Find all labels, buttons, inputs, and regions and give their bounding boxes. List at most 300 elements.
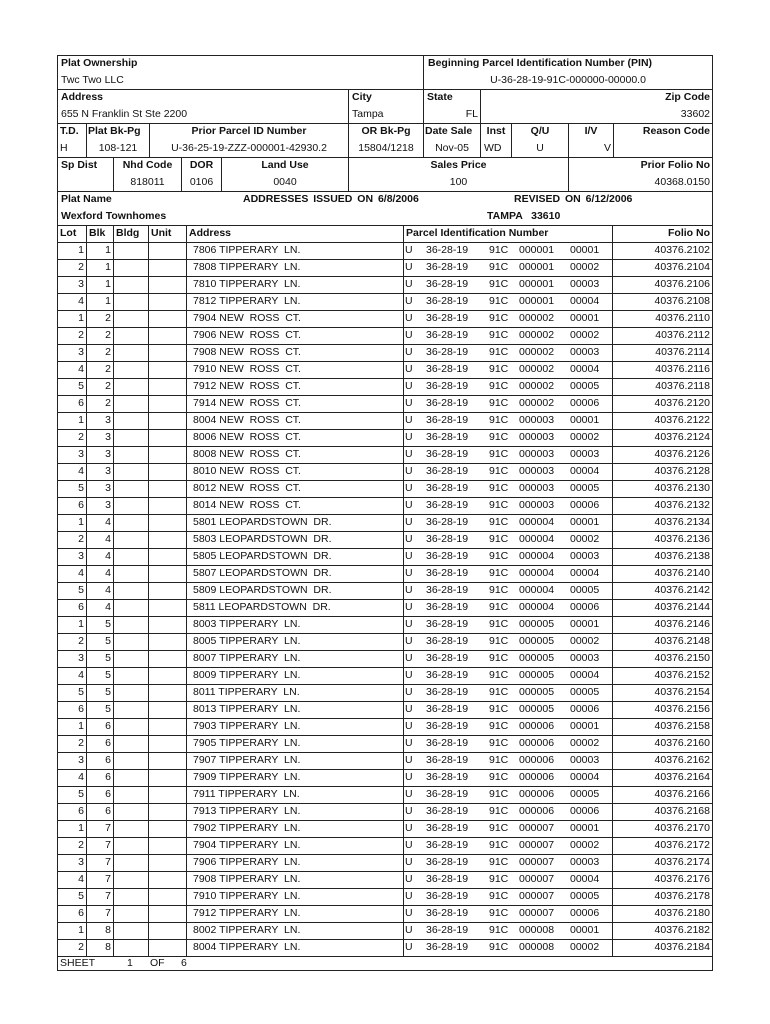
lot-cell: 6 bbox=[78, 397, 84, 409]
unit-cell bbox=[148, 378, 184, 395]
address-cell: 7907 TIPPERARY LN. bbox=[193, 754, 301, 766]
pin-block-cell: 000005 bbox=[519, 669, 555, 681]
lot-cell: 6 bbox=[78, 703, 84, 715]
reason-code-value bbox=[614, 140, 710, 157]
unit-cell bbox=[148, 480, 184, 497]
folio-cell: 40376.2148 bbox=[654, 635, 710, 647]
or-bkpg-label: OR Bk-Pg bbox=[361, 125, 411, 137]
pin-str-cell: 36-28-19 bbox=[426, 295, 469, 307]
folio-cell: 40376.2154 bbox=[654, 686, 710, 698]
blk-cell: 5 bbox=[105, 669, 111, 681]
bldg-cell bbox=[113, 854, 146, 871]
beginning-pin-value: U-36-28-19-91C-000000-00000.0 bbox=[490, 74, 646, 86]
bldg-cell bbox=[113, 633, 146, 650]
pin-sub-cell: 91C bbox=[489, 890, 509, 902]
column-header-unit: Unit bbox=[151, 227, 172, 239]
pin-str-cell: 36-28-19 bbox=[426, 397, 469, 409]
pin-sub-cell: 91C bbox=[489, 856, 509, 868]
column-header-bldg: Bldg bbox=[116, 227, 140, 239]
bldg-cell bbox=[113, 565, 146, 582]
plat-name-value: Wexford Townhomes bbox=[61, 210, 167, 222]
address-cell: 7908 TIPPERARY LN. bbox=[193, 873, 301, 885]
pin-block-cell: 000002 bbox=[519, 346, 555, 358]
bldg-cell bbox=[113, 463, 146, 480]
nhd-code-label: Nhd Code bbox=[122, 159, 173, 171]
pin-prefix-cell: U bbox=[405, 278, 413, 290]
bldg-cell bbox=[113, 582, 146, 599]
bldg-cell bbox=[113, 650, 146, 667]
pin-block-cell: 000004 bbox=[519, 584, 555, 596]
address-cell: 5811 LEOPARDSTOWN DR. bbox=[193, 601, 331, 613]
plat-name-label: Plat Name bbox=[61, 193, 112, 205]
pin-prefix-cell: U bbox=[405, 414, 413, 426]
lot-cell: 3 bbox=[78, 278, 84, 290]
pin-lot-cell: 00003 bbox=[570, 278, 600, 290]
address-cell: 7909 TIPPERARY LN. bbox=[193, 771, 301, 783]
unit-cell bbox=[148, 565, 184, 582]
pin-block-cell: 000006 bbox=[519, 754, 555, 766]
bldg-cell bbox=[113, 752, 146, 769]
pin-prefix-cell: U bbox=[405, 686, 413, 698]
pin-prefix-cell: U bbox=[405, 601, 413, 613]
pin-lot-cell: 00006 bbox=[570, 703, 600, 715]
blk-cell: 7 bbox=[105, 873, 111, 885]
qu-value: U bbox=[536, 142, 544, 154]
pin-block-cell: 000006 bbox=[519, 805, 555, 817]
folio-cell: 40376.2144 bbox=[654, 601, 710, 613]
bldg-cell bbox=[113, 514, 146, 531]
bldg-cell bbox=[113, 820, 146, 837]
bldg-cell bbox=[113, 616, 146, 633]
blk-cell: 2 bbox=[105, 397, 111, 409]
pin-str-cell: 36-28-19 bbox=[426, 924, 469, 936]
pin-sub-cell: 91C bbox=[489, 941, 509, 953]
pin-prefix-cell: U bbox=[405, 516, 413, 528]
blk-cell: 6 bbox=[105, 754, 111, 766]
pin-block-cell: 000007 bbox=[519, 907, 555, 919]
pin-sub-cell: 91C bbox=[489, 873, 509, 885]
lot-cell: 1 bbox=[78, 618, 84, 630]
pin-str-cell: 36-28-19 bbox=[426, 516, 469, 528]
pin-prefix-cell: U bbox=[405, 856, 413, 868]
pin-sub-cell: 91C bbox=[489, 482, 509, 494]
pin-str-cell: 36-28-19 bbox=[426, 754, 469, 766]
revised-text: REVISED ON 6/12/2006 bbox=[514, 193, 633, 205]
unit-cell bbox=[148, 701, 184, 718]
lot-cell: 2 bbox=[78, 533, 84, 545]
lot-cell: 6 bbox=[78, 499, 84, 511]
bldg-cell bbox=[113, 446, 146, 463]
folio-cell: 40376.2168 bbox=[654, 805, 710, 817]
pin-prefix-cell: U bbox=[405, 380, 413, 392]
pin-block-cell: 000007 bbox=[519, 856, 555, 868]
blk-cell: 7 bbox=[105, 856, 111, 868]
folio-cell: 40376.2142 bbox=[654, 584, 710, 596]
pin-lot-cell: 00005 bbox=[570, 686, 600, 698]
pin-sub-cell: 91C bbox=[489, 737, 509, 749]
qu-label: Q/U bbox=[530, 125, 550, 137]
lot-cell: 5 bbox=[78, 890, 84, 902]
pin-sub-cell: 91C bbox=[489, 346, 509, 358]
pin-str-cell: 36-28-19 bbox=[426, 601, 469, 613]
pin-prefix-cell: U bbox=[405, 788, 413, 800]
folio-cell: 40376.2176 bbox=[654, 873, 710, 885]
pin-sub-cell: 91C bbox=[489, 550, 509, 562]
pin-sub-cell: 91C bbox=[489, 839, 509, 851]
unit-cell bbox=[148, 871, 184, 888]
unit-cell bbox=[148, 616, 184, 633]
pin-str-cell: 36-28-19 bbox=[426, 907, 469, 919]
pin-sub-cell: 91C bbox=[489, 295, 509, 307]
bldg-cell bbox=[113, 429, 146, 446]
address-cell: 8004 NEW ROSS CT. bbox=[193, 414, 301, 426]
lot-cell: 2 bbox=[78, 431, 84, 443]
pin-lot-cell: 00002 bbox=[570, 533, 600, 545]
pin-sub-cell: 91C bbox=[489, 703, 509, 715]
bldg-cell bbox=[113, 242, 146, 259]
pin-str-cell: 36-28-19 bbox=[426, 261, 469, 273]
pin-lot-cell: 00002 bbox=[570, 635, 600, 647]
unit-cell bbox=[148, 497, 184, 514]
address-cell: 8012 NEW ROSS CT. bbox=[193, 482, 301, 494]
pin-sub-cell: 91C bbox=[489, 805, 509, 817]
address-label: Address bbox=[61, 91, 104, 103]
pin-block-cell: 000003 bbox=[519, 499, 555, 511]
pin-lot-cell: 00004 bbox=[570, 771, 600, 783]
blk-cell: 4 bbox=[105, 601, 111, 613]
lot-cell: 1 bbox=[78, 312, 84, 324]
pin-str-cell: 36-28-19 bbox=[426, 380, 469, 392]
bldg-cell bbox=[113, 361, 146, 378]
blk-cell: 5 bbox=[105, 652, 111, 664]
lot-cell: 6 bbox=[78, 907, 84, 919]
bldg-cell bbox=[113, 837, 146, 854]
blk-cell: 6 bbox=[105, 720, 111, 732]
iv-label: I/V bbox=[584, 125, 598, 137]
pin-lot-cell: 00003 bbox=[570, 856, 600, 868]
address-cell: 7808 TIPPERARY LN. bbox=[193, 261, 301, 273]
pin-prefix-cell: U bbox=[405, 669, 413, 681]
pin-prefix-cell: U bbox=[405, 754, 413, 766]
pin-str-cell: 36-28-19 bbox=[426, 703, 469, 715]
blk-cell: 6 bbox=[105, 805, 111, 817]
pin-block-cell: 000003 bbox=[519, 448, 555, 460]
pin-block-cell: 000004 bbox=[519, 567, 555, 579]
lot-cell: 1 bbox=[78, 720, 84, 732]
pin-block-cell: 000003 bbox=[519, 431, 555, 443]
blk-cell: 1 bbox=[105, 261, 111, 273]
pin-lot-cell: 00004 bbox=[570, 669, 600, 681]
blk-cell: 4 bbox=[105, 516, 111, 528]
pin-sub-cell: 91C bbox=[489, 822, 509, 834]
folio-cell: 40376.2140 bbox=[654, 567, 710, 579]
pin-prefix-cell: U bbox=[405, 346, 413, 358]
of-label: OF bbox=[150, 957, 165, 969]
lot-cell: 6 bbox=[78, 601, 84, 613]
reason-code-label: Reason Code bbox=[642, 125, 710, 137]
folio-cell: 40376.2174 bbox=[654, 856, 710, 868]
pin-lot-cell: 00004 bbox=[570, 295, 600, 307]
folio-cell: 40376.2132 bbox=[654, 499, 710, 511]
bldg-cell bbox=[113, 684, 146, 701]
bldg-cell bbox=[113, 344, 146, 361]
folio-cell: 40376.2134 bbox=[654, 516, 710, 528]
lot-cell: 4 bbox=[78, 669, 84, 681]
pin-block-cell: 000001 bbox=[519, 295, 555, 307]
folio-cell: 40376.2170 bbox=[654, 822, 710, 834]
unit-cell bbox=[148, 327, 184, 344]
address-cell: 7906 TIPPERARY LN. bbox=[193, 856, 301, 868]
pin-lot-cell: 00006 bbox=[570, 601, 600, 613]
address-cell: 8002 TIPPERARY LN. bbox=[193, 924, 301, 936]
pin-sub-cell: 91C bbox=[489, 448, 509, 460]
bldg-cell bbox=[113, 922, 146, 939]
pin-lot-cell: 00001 bbox=[570, 244, 600, 256]
lot-cell: 3 bbox=[78, 346, 84, 358]
column-divider bbox=[186, 225, 187, 956]
pin-lot-cell: 00003 bbox=[570, 346, 600, 358]
pin-block-cell: 000004 bbox=[519, 516, 555, 528]
bldg-cell bbox=[113, 905, 146, 922]
pin-lot-cell: 00003 bbox=[570, 448, 600, 460]
pin-prefix-cell: U bbox=[405, 312, 413, 324]
pin-lot-cell: 00002 bbox=[570, 737, 600, 749]
unit-cell bbox=[148, 242, 184, 259]
address-cell: 7903 TIPPERARY LN. bbox=[193, 720, 301, 732]
pin-block-cell: 000005 bbox=[519, 686, 555, 698]
folio-cell: 40376.2158 bbox=[654, 720, 710, 732]
lot-cell: 6 bbox=[78, 805, 84, 817]
city-zip-text: TAMPA 33610 bbox=[487, 210, 561, 222]
pin-str-cell: 36-28-19 bbox=[426, 720, 469, 732]
pin-prefix-cell: U bbox=[405, 448, 413, 460]
address-cell: 7904 NEW ROSS CT. bbox=[193, 312, 301, 324]
pin-lot-cell: 00001 bbox=[570, 822, 600, 834]
folio-cell: 40376.2128 bbox=[654, 465, 710, 477]
blk-cell: 7 bbox=[105, 822, 111, 834]
pin-str-cell: 36-28-19 bbox=[426, 312, 469, 324]
nhd-code-value: 818011 bbox=[130, 176, 165, 188]
pin-block-cell: 000005 bbox=[519, 652, 555, 664]
pin-block-cell: 000002 bbox=[519, 397, 555, 409]
pin-prefix-cell: U bbox=[405, 924, 413, 936]
pin-block-cell: 000006 bbox=[519, 737, 555, 749]
pin-str-cell: 36-28-19 bbox=[426, 465, 469, 477]
blk-cell: 1 bbox=[105, 295, 111, 307]
blk-cell: 1 bbox=[105, 278, 111, 290]
pin-str-cell: 36-28-19 bbox=[426, 346, 469, 358]
folio-cell: 40376.2160 bbox=[654, 737, 710, 749]
bldg-cell bbox=[113, 293, 146, 310]
lot-cell: 5 bbox=[78, 584, 84, 596]
folio-cell: 40376.2136 bbox=[654, 533, 710, 545]
unit-cell bbox=[148, 412, 184, 429]
address-cell: 7810 TIPPERARY LN. bbox=[193, 278, 301, 290]
pin-str-cell: 36-28-19 bbox=[426, 244, 469, 256]
unit-cell bbox=[148, 259, 184, 276]
folio-cell: 40376.2150 bbox=[654, 652, 710, 664]
blk-cell: 6 bbox=[105, 771, 111, 783]
pin-prefix-cell: U bbox=[405, 635, 413, 647]
lot-cell: 4 bbox=[78, 873, 84, 885]
pin-lot-cell: 00005 bbox=[570, 482, 600, 494]
bldg-cell bbox=[113, 395, 146, 412]
address-cell: 7806 TIPPERARY LN. bbox=[193, 244, 301, 256]
sp-dist-label: Sp Dist bbox=[61, 159, 98, 171]
lot-cell: 2 bbox=[78, 941, 84, 953]
unit-cell bbox=[148, 854, 184, 871]
pin-str-cell: 36-28-19 bbox=[426, 635, 469, 647]
unit-cell bbox=[148, 310, 184, 327]
address-cell: 7812 TIPPERARY LN. bbox=[193, 295, 301, 307]
lot-cell: 4 bbox=[78, 363, 84, 375]
unit-cell bbox=[148, 667, 184, 684]
pin-block-cell: 000001 bbox=[519, 244, 555, 256]
pin-sub-cell: 91C bbox=[489, 244, 509, 256]
pin-str-cell: 36-28-19 bbox=[426, 873, 469, 885]
unit-cell bbox=[148, 633, 184, 650]
pin-block-cell: 000003 bbox=[519, 482, 555, 494]
pin-lot-cell: 00003 bbox=[570, 652, 600, 664]
pin-block-cell: 000007 bbox=[519, 822, 555, 834]
unit-cell bbox=[148, 905, 184, 922]
bldg-cell bbox=[113, 497, 146, 514]
folio-cell: 40376.2184 bbox=[654, 941, 710, 953]
pin-sub-cell: 91C bbox=[489, 652, 509, 664]
bldg-cell bbox=[113, 871, 146, 888]
or-bkpg-value: 15804/1218 bbox=[358, 142, 414, 154]
pin-block-cell: 000007 bbox=[519, 890, 555, 902]
unit-cell bbox=[148, 735, 184, 752]
unit-cell bbox=[148, 786, 184, 803]
blk-cell: 3 bbox=[105, 465, 111, 477]
divider bbox=[348, 89, 349, 123]
pin-sub-cell: 91C bbox=[489, 907, 509, 919]
pin-prefix-cell: U bbox=[405, 431, 413, 443]
unit-cell bbox=[148, 650, 184, 667]
pin-prefix-cell: U bbox=[405, 720, 413, 732]
unit-cell bbox=[148, 939, 184, 956]
unit-cell bbox=[148, 446, 184, 463]
pin-prefix-cell: U bbox=[405, 482, 413, 494]
sales-price-label: Sales Price bbox=[430, 159, 487, 171]
pin-sub-cell: 91C bbox=[489, 380, 509, 392]
folio-cell: 40376.2172 bbox=[654, 839, 710, 851]
pin-str-cell: 36-28-19 bbox=[426, 805, 469, 817]
folio-cell: 40376.2124 bbox=[654, 431, 710, 443]
pin-block-cell: 000007 bbox=[519, 839, 555, 851]
lot-cell: 5 bbox=[78, 482, 84, 494]
iv-value: V bbox=[603, 142, 611, 154]
folio-cell: 40376.2104 bbox=[654, 261, 710, 273]
blk-cell: 2 bbox=[105, 380, 111, 392]
address-cell: 5801 LEOPARDSTOWN DR. bbox=[193, 516, 332, 528]
unit-cell bbox=[148, 463, 184, 480]
zip-label: Zip Code bbox=[665, 91, 710, 103]
address-cell: 7908 NEW ROSS CT. bbox=[193, 346, 301, 358]
pin-sub-cell: 91C bbox=[489, 567, 509, 579]
pin-prefix-cell: U bbox=[405, 397, 413, 409]
pin-sub-cell: 91C bbox=[489, 669, 509, 681]
pin-sub-cell: 91C bbox=[489, 584, 509, 596]
column-header-folio: Folio No bbox=[668, 227, 710, 239]
lot-cell: 5 bbox=[78, 788, 84, 800]
pin-prefix-cell: U bbox=[405, 550, 413, 562]
pin-lot-cell: 00002 bbox=[570, 431, 600, 443]
pin-sub-cell: 91C bbox=[489, 533, 509, 545]
pin-lot-cell: 00004 bbox=[570, 873, 600, 885]
lot-cell: 4 bbox=[78, 295, 84, 307]
pin-prefix-cell: U bbox=[405, 703, 413, 715]
lot-cell: 2 bbox=[78, 329, 84, 341]
address-cell: 8011 TIPPERARY LN. bbox=[193, 686, 300, 698]
plat-bkpg-value: 108-121 bbox=[98, 142, 138, 154]
bldg-cell bbox=[113, 939, 146, 956]
prior-folio-label: Prior Folio No bbox=[640, 159, 710, 171]
pin-str-cell: 36-28-19 bbox=[426, 414, 469, 426]
pin-sub-cell: 91C bbox=[489, 601, 509, 613]
pin-block-cell: 000007 bbox=[519, 873, 555, 885]
blk-cell: 2 bbox=[105, 363, 111, 375]
pin-str-cell: 36-28-19 bbox=[426, 686, 469, 698]
lot-cell: 4 bbox=[78, 567, 84, 579]
pin-block-cell: 000006 bbox=[519, 788, 555, 800]
bldg-cell bbox=[113, 786, 146, 803]
blk-cell: 7 bbox=[105, 839, 111, 851]
column-header-blk: Blk bbox=[89, 227, 106, 239]
blk-cell: 5 bbox=[105, 635, 111, 647]
pin-block-cell: 000004 bbox=[519, 550, 555, 562]
blk-cell: 4 bbox=[105, 533, 111, 545]
pin-prefix-cell: U bbox=[405, 567, 413, 579]
blk-cell: 5 bbox=[105, 703, 111, 715]
dor-label: DOR bbox=[189, 159, 214, 171]
pin-prefix-cell: U bbox=[405, 652, 413, 664]
pin-sub-cell: 91C bbox=[489, 686, 509, 698]
plat-bkpg-label: Plat Bk-Pg bbox=[88, 125, 141, 137]
pin-lot-cell: 00005 bbox=[570, 788, 600, 800]
sheet-label: SHEET bbox=[60, 957, 96, 969]
pin-block-cell: 000005 bbox=[519, 618, 555, 630]
pin-str-cell: 36-28-19 bbox=[426, 550, 469, 562]
pin-block-cell: 000001 bbox=[519, 261, 555, 273]
pin-prefix-cell: U bbox=[405, 261, 413, 273]
address-cell: 7913 TIPPERARY LN. bbox=[193, 805, 301, 817]
bldg-cell bbox=[113, 378, 146, 395]
bldg-cell bbox=[113, 888, 146, 905]
date-sale-label: Date Sale bbox=[425, 125, 473, 137]
unit-cell bbox=[148, 599, 184, 616]
pin-lot-cell: 00001 bbox=[570, 618, 600, 630]
blk-cell: 6 bbox=[105, 788, 111, 800]
pin-prefix-cell: U bbox=[405, 890, 413, 902]
pin-block-cell: 000002 bbox=[519, 380, 555, 392]
folio-cell: 40376.2108 bbox=[654, 295, 710, 307]
pin-block-cell: 000001 bbox=[519, 278, 555, 290]
pin-str-cell: 36-28-19 bbox=[426, 329, 469, 341]
state-label: State bbox=[427, 91, 453, 103]
folio-cell: 40376.2120 bbox=[654, 397, 710, 409]
td-value: H bbox=[60, 142, 68, 154]
lot-cell: 2 bbox=[78, 261, 84, 273]
pin-sub-cell: 91C bbox=[489, 499, 509, 511]
unit-cell bbox=[148, 922, 184, 939]
unit-cell bbox=[148, 514, 184, 531]
pin-block-cell: 000008 bbox=[519, 924, 555, 936]
address-cell: 7910 TIPPERARY LN. bbox=[193, 890, 301, 902]
unit-cell bbox=[148, 361, 184, 378]
pin-lot-cell: 00001 bbox=[570, 516, 600, 528]
